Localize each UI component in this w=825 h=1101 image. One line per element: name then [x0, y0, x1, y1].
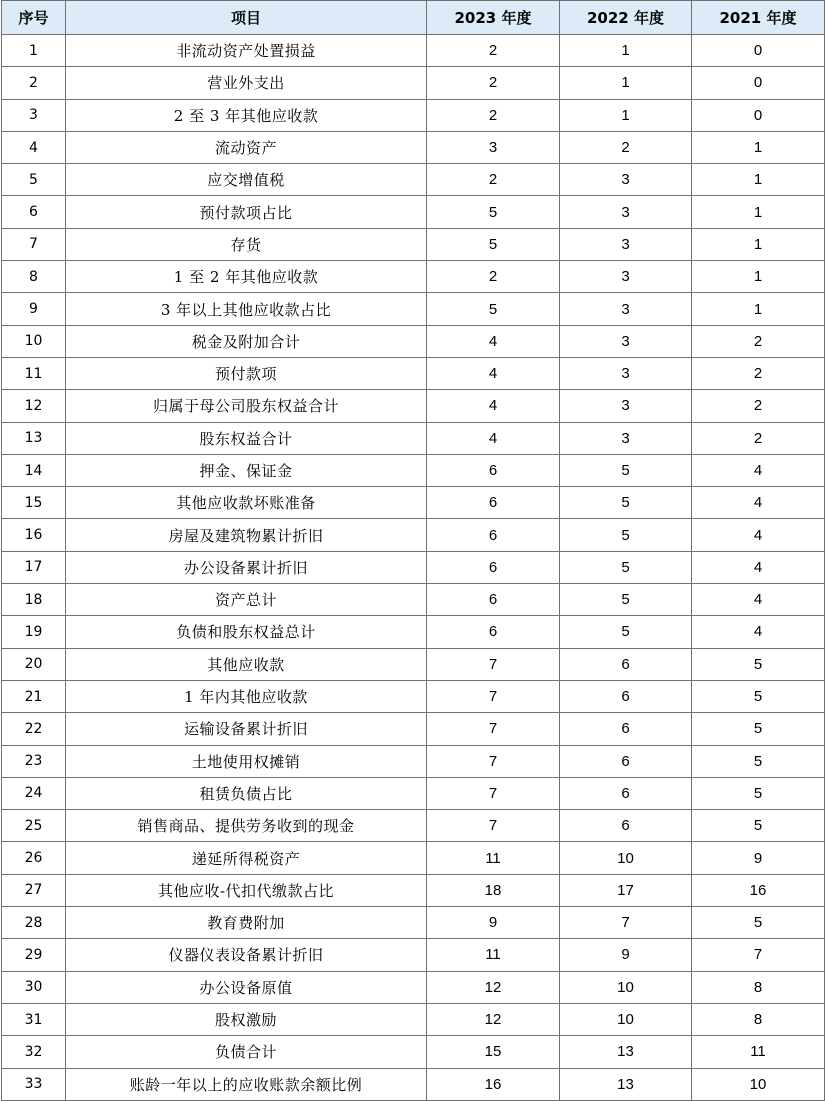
- row-value-2023: 4: [427, 422, 560, 454]
- row-value-2021: 0: [692, 35, 825, 67]
- row-value-2021: 5: [692, 648, 825, 680]
- table-row: [2, 196, 825, 228]
- row-item-name: 租赁负债占比: [66, 777, 427, 809]
- row-value-2021: 2: [692, 325, 825, 357]
- row-index: 18: [2, 584, 66, 616]
- row-value-2023: 2: [427, 164, 560, 196]
- table-row: [2, 713, 825, 745]
- row-value-2021: 11: [692, 1036, 825, 1068]
- header-index: 序号: [2, 1, 66, 35]
- row-value-2023: 6: [427, 551, 560, 583]
- row-value-2022: 3: [560, 357, 692, 389]
- table-row: [2, 131, 825, 163]
- row-value-2022: 13: [560, 1068, 692, 1100]
- row-index: 9: [2, 293, 66, 325]
- row-value-2022: 5: [560, 616, 692, 648]
- row-value-2021: 1: [692, 164, 825, 196]
- row-item-name: 股东权益合计: [66, 422, 427, 454]
- row-value-2022: 3: [560, 325, 692, 357]
- table-row: [2, 939, 825, 971]
- row-value-2023: 2: [427, 35, 560, 67]
- row-value-2023: 5: [427, 196, 560, 228]
- row-item-name: 其他应收款坏账准备: [66, 487, 427, 519]
- row-value-2022: 9: [560, 939, 692, 971]
- row-value-2023: 6: [427, 454, 560, 486]
- table-row: [2, 261, 825, 293]
- row-index: 30: [2, 971, 66, 1003]
- table-row: [2, 99, 825, 131]
- row-value-2022: 5: [560, 551, 692, 583]
- row-value-2021: 8: [692, 1003, 825, 1035]
- row-value-2021: 1: [692, 293, 825, 325]
- row-item-name: 流动资产: [66, 131, 427, 163]
- row-index: 13: [2, 422, 66, 454]
- row-index: 8: [2, 261, 66, 293]
- row-value-2021: 4: [692, 584, 825, 616]
- table-row: [2, 971, 825, 1003]
- row-item-name: 土地使用权摊销: [66, 745, 427, 777]
- row-value-2023: 7: [427, 810, 560, 842]
- row-index: 4: [2, 131, 66, 163]
- row-value-2023: 3: [427, 131, 560, 163]
- table-row: [2, 164, 825, 196]
- row-index: 5: [2, 164, 66, 196]
- row-value-2022: 10: [560, 971, 692, 1003]
- row-item-name: 运输设备累计折旧: [66, 713, 427, 745]
- row-value-2023: 9: [427, 907, 560, 939]
- row-item-name: 2 至 3 年其他应收款: [66, 99, 427, 131]
- row-index: 32: [2, 1036, 66, 1068]
- row-value-2023: 4: [427, 390, 560, 422]
- row-item-name: 负债合计: [66, 1036, 427, 1068]
- row-index: 33: [2, 1068, 66, 1100]
- table-row: [2, 454, 825, 486]
- row-value-2022: 3: [560, 293, 692, 325]
- ranking-table: [1, 0, 825, 1101]
- row-item-name: 办公设备累计折旧: [66, 551, 427, 583]
- row-value-2023: 7: [427, 745, 560, 777]
- table-row: [2, 325, 825, 357]
- table-row: [2, 874, 825, 906]
- row-value-2023: 18: [427, 874, 560, 906]
- row-value-2023: 7: [427, 777, 560, 809]
- row-value-2023: 4: [427, 325, 560, 357]
- table-row: [2, 487, 825, 519]
- row-value-2021: 1: [692, 131, 825, 163]
- table-row: [2, 551, 825, 583]
- row-index: 11: [2, 357, 66, 389]
- row-value-2021: 4: [692, 519, 825, 551]
- row-value-2023: 7: [427, 648, 560, 680]
- table-row: [2, 293, 825, 325]
- row-value-2023: 7: [427, 713, 560, 745]
- row-item-name: 1 年内其他应收款: [66, 680, 427, 712]
- table-row: [2, 1036, 825, 1068]
- table-row: [2, 842, 825, 874]
- table-row: [2, 1003, 825, 1035]
- row-value-2023: 4: [427, 357, 560, 389]
- row-index: 20: [2, 648, 66, 680]
- row-value-2021: 4: [692, 487, 825, 519]
- row-value-2022: 3: [560, 228, 692, 260]
- row-value-2022: 3: [560, 261, 692, 293]
- row-value-2021: 4: [692, 616, 825, 648]
- row-value-2023: 16: [427, 1068, 560, 1100]
- table-header-row: [2, 1, 825, 35]
- row-index: 27: [2, 874, 66, 906]
- row-item-name: 应交增值税: [66, 164, 427, 196]
- row-value-2022: 6: [560, 680, 692, 712]
- row-value-2022: 3: [560, 164, 692, 196]
- row-item-name: 负债和股东权益总计: [66, 616, 427, 648]
- row-value-2021: 2: [692, 357, 825, 389]
- row-value-2023: 12: [427, 971, 560, 1003]
- table-row: [2, 745, 825, 777]
- row-index: 24: [2, 777, 66, 809]
- row-value-2022: 1: [560, 99, 692, 131]
- table-row: [2, 357, 825, 389]
- row-index: 26: [2, 842, 66, 874]
- row-item-name: 税金及附加合计: [66, 325, 427, 357]
- row-value-2021: 5: [692, 777, 825, 809]
- row-value-2021: 7: [692, 939, 825, 971]
- row-index: 29: [2, 939, 66, 971]
- row-value-2021: 8: [692, 971, 825, 1003]
- row-index: 15: [2, 487, 66, 519]
- row-value-2021: 5: [692, 907, 825, 939]
- row-index: 25: [2, 810, 66, 842]
- row-value-2021: 0: [692, 67, 825, 99]
- header-2021: 2021 年度: [692, 1, 825, 35]
- table-row: [2, 422, 825, 454]
- row-item-name: 仪器仪表设备累计折旧: [66, 939, 427, 971]
- row-value-2023: 12: [427, 1003, 560, 1035]
- row-item-name: 存货: [66, 228, 427, 260]
- header-2022: 2022 年度: [560, 1, 692, 35]
- row-value-2023: 6: [427, 616, 560, 648]
- row-value-2022: 2: [560, 131, 692, 163]
- table-row: [2, 648, 825, 680]
- row-value-2021: 4: [692, 454, 825, 486]
- row-value-2022: 3: [560, 196, 692, 228]
- row-item-name: 其他应收-代扣代缴款占比: [66, 874, 427, 906]
- row-value-2022: 6: [560, 745, 692, 777]
- row-index: 12: [2, 390, 66, 422]
- row-item-name: 营业外支出: [66, 67, 427, 99]
- row-value-2022: 10: [560, 842, 692, 874]
- row-value-2023: 6: [427, 584, 560, 616]
- row-item-name: 销售商品、提供劳务收到的现金: [66, 810, 427, 842]
- row-value-2022: 13: [560, 1036, 692, 1068]
- row-value-2021: 10: [692, 1068, 825, 1100]
- row-index: 23: [2, 745, 66, 777]
- row-item-name: 1 至 2 年其他应收款: [66, 261, 427, 293]
- table-row: [2, 35, 825, 67]
- row-value-2021: 1: [692, 261, 825, 293]
- row-value-2022: 6: [560, 648, 692, 680]
- row-item-name: 房屋及建筑物累计折旧: [66, 519, 427, 551]
- header-2023: 2023 年度: [427, 1, 560, 35]
- row-value-2022: 3: [560, 390, 692, 422]
- row-value-2022: 3: [560, 422, 692, 454]
- row-item-name: 押金、保证金: [66, 454, 427, 486]
- row-index: 1: [2, 35, 66, 67]
- table-row: [2, 67, 825, 99]
- row-value-2021: 5: [692, 680, 825, 712]
- row-value-2022: 1: [560, 67, 692, 99]
- row-item-name: 其他应收款: [66, 648, 427, 680]
- row-value-2022: 6: [560, 810, 692, 842]
- row-value-2023: 5: [427, 293, 560, 325]
- row-value-2021: 2: [692, 422, 825, 454]
- table-row: [2, 777, 825, 809]
- row-item-name: 递延所得税资产: [66, 842, 427, 874]
- row-item-name: 资产总计: [66, 584, 427, 616]
- row-value-2023: 11: [427, 842, 560, 874]
- row-value-2022: 17: [560, 874, 692, 906]
- row-value-2021: 9: [692, 842, 825, 874]
- table-row: [2, 616, 825, 648]
- table-body: [2, 35, 825, 1101]
- row-value-2023: 2: [427, 261, 560, 293]
- row-value-2023: 7: [427, 680, 560, 712]
- row-index: 17: [2, 551, 66, 583]
- row-value-2021: 1: [692, 196, 825, 228]
- row-index: 2: [2, 67, 66, 99]
- table-row: [2, 1068, 825, 1100]
- row-value-2022: 6: [560, 713, 692, 745]
- table-row: [2, 810, 825, 842]
- row-item-name: 教育费附加: [66, 907, 427, 939]
- row-item-name: 非流动资产处置损益: [66, 35, 427, 67]
- row-value-2022: 1: [560, 35, 692, 67]
- header-item: 项目: [66, 1, 427, 35]
- row-item-name: 股权激励: [66, 1003, 427, 1035]
- row-value-2021: 1: [692, 228, 825, 260]
- row-value-2023: 2: [427, 67, 560, 99]
- row-value-2022: 5: [560, 454, 692, 486]
- row-item-name: 归属于母公司股东权益合计: [66, 390, 427, 422]
- row-index: 16: [2, 519, 66, 551]
- row-value-2023: 15: [427, 1036, 560, 1068]
- row-item-name: 预付款项: [66, 357, 427, 389]
- row-value-2021: 4: [692, 551, 825, 583]
- table-row: [2, 228, 825, 260]
- row-value-2021: 5: [692, 810, 825, 842]
- row-index: 10: [2, 325, 66, 357]
- table-row: [2, 907, 825, 939]
- row-index: 3: [2, 99, 66, 131]
- row-item-name: 办公设备原值: [66, 971, 427, 1003]
- row-value-2023: 11: [427, 939, 560, 971]
- row-index: 31: [2, 1003, 66, 1035]
- row-value-2021: 2: [692, 390, 825, 422]
- row-value-2022: 10: [560, 1003, 692, 1035]
- row-value-2022: 5: [560, 519, 692, 551]
- row-value-2023: 2: [427, 99, 560, 131]
- row-item-name: 预付款项占比: [66, 196, 427, 228]
- row-value-2022: 5: [560, 487, 692, 519]
- row-item-name: 账龄一年以上的应收账款余额比例: [66, 1068, 427, 1100]
- row-index: 7: [2, 228, 66, 260]
- row-value-2021: 0: [692, 99, 825, 131]
- row-index: 22: [2, 713, 66, 745]
- row-value-2022: 7: [560, 907, 692, 939]
- row-value-2021: 5: [692, 713, 825, 745]
- row-index: 21: [2, 680, 66, 712]
- row-index: 28: [2, 907, 66, 939]
- row-value-2023: 6: [427, 487, 560, 519]
- row-index: 6: [2, 196, 66, 228]
- table-row: [2, 584, 825, 616]
- row-index: 14: [2, 454, 66, 486]
- row-index: 19: [2, 616, 66, 648]
- row-value-2023: 5: [427, 228, 560, 260]
- table-row: [2, 519, 825, 551]
- row-item-name: 3 年以上其他应收款占比: [66, 293, 427, 325]
- row-value-2023: 6: [427, 519, 560, 551]
- row-value-2021: 16: [692, 874, 825, 906]
- row-value-2022: 6: [560, 777, 692, 809]
- table-row: [2, 680, 825, 712]
- row-value-2021: 5: [692, 745, 825, 777]
- table-row: [2, 390, 825, 422]
- row-value-2022: 5: [560, 584, 692, 616]
